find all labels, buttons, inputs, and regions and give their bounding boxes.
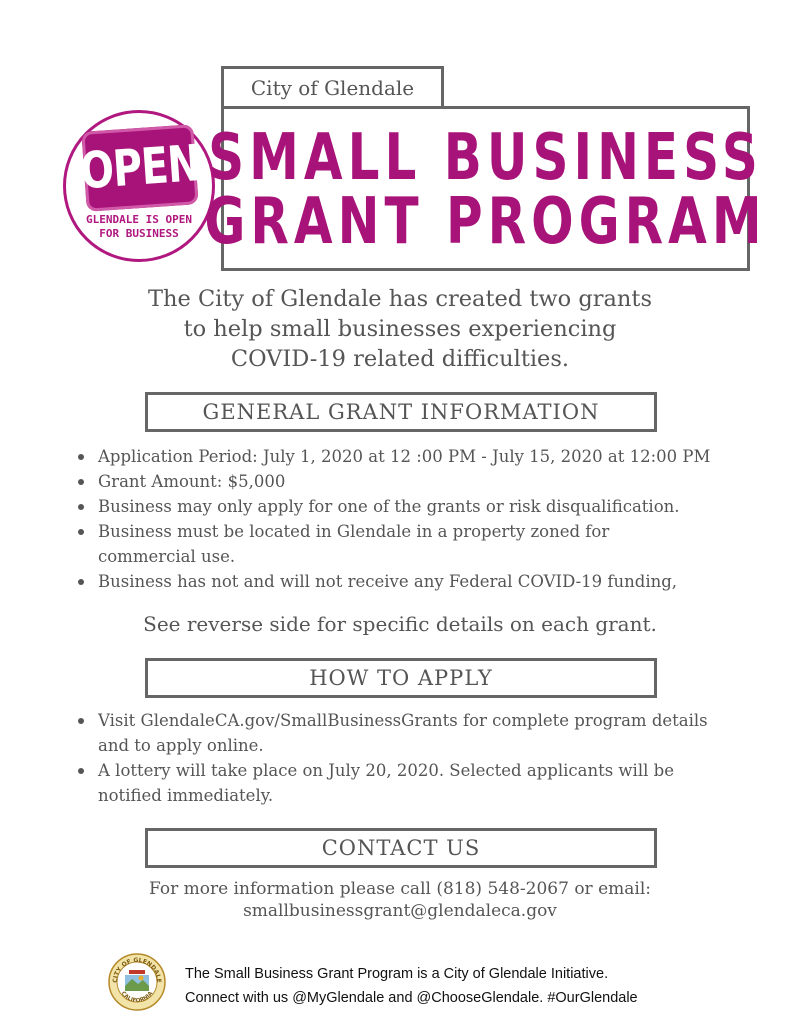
city-seal-icon <box>108 953 166 1011</box>
intro-line2: to help small businesses experiencing <box>183 316 617 342</box>
title-line1: SMALL BUSINESS <box>208 119 763 194</box>
contact-heading: CONTACT US <box>145 828 657 868</box>
footer-line1: The Small Business Grant Program is a City of Glendale Initiative. <box>185 966 609 982</box>
intro-line3: COVID-19 related difficulties. <box>230 346 570 372</box>
open-for-business-badge <box>63 110 215 262</box>
how-to-apply-list <box>78 708 718 808</box>
footer-line2: Connect with us @MyGlendale and @ChooseGlendale. #OurGlendale <box>185 990 638 1006</box>
list-item: Visit GlendaleCA.gov/SmallBusinessGrants for complete program details and to apply online. <box>78 708 718 758</box>
general-info-list <box>78 444 748 594</box>
open-sign-text: OPEN <box>78 135 202 201</box>
contact-email: smallbusinessgrant@glendaleca.gov <box>243 901 557 921</box>
seal-bottom-text: CALIFORNIA <box>119 990 155 1005</box>
intro-paragraph <box>40 284 760 374</box>
title-line2: GRANT PROGRAM <box>204 183 767 258</box>
footer-text <box>185 962 745 1010</box>
list-item: Application Period: July 1, 2020 at 12 :00 PM - July 15, 2020 at 12:00 PM <box>78 444 748 469</box>
seal-top-text: CITY OF GLENDALE <box>111 956 163 983</box>
city-label: City of Glendale <box>221 66 444 107</box>
how-to-apply-heading: HOW TO APPLY <box>145 658 657 698</box>
general-info-heading: GENERAL GRANT INFORMATION <box>145 392 657 432</box>
open-sign-icon <box>78 124 202 212</box>
list-item: Business must be located in Glendale in a property zoned for commercial use. <box>78 519 668 569</box>
reverse-side-note: See reverse side for specific details on each grant. <box>143 612 657 636</box>
list-item: Business has not and will not receive any Federal COVID-19 funding, <box>78 569 748 594</box>
contact-info <box>60 878 740 922</box>
badge-caption-line1: GLENDALE IS OPEN <box>86 213 192 226</box>
badge-caption-line2: FOR BUSINESS <box>99 227 179 240</box>
page-title <box>204 106 767 271</box>
intro-line1: The City of Glendale has created two grants <box>147 286 653 312</box>
list-item: Grant Amount: $5,000 <box>78 469 748 494</box>
badge-caption <box>66 213 212 241</box>
contact-phone-line: For more information please call (818) 548-2067 or email: <box>148 879 652 899</box>
list-item: Business may only apply for one of the grants or risk disqualification. <box>78 494 748 519</box>
list-item: A lottery will take place on July 20, 2020. Selected applicants will be notified immediately. <box>78 758 718 808</box>
